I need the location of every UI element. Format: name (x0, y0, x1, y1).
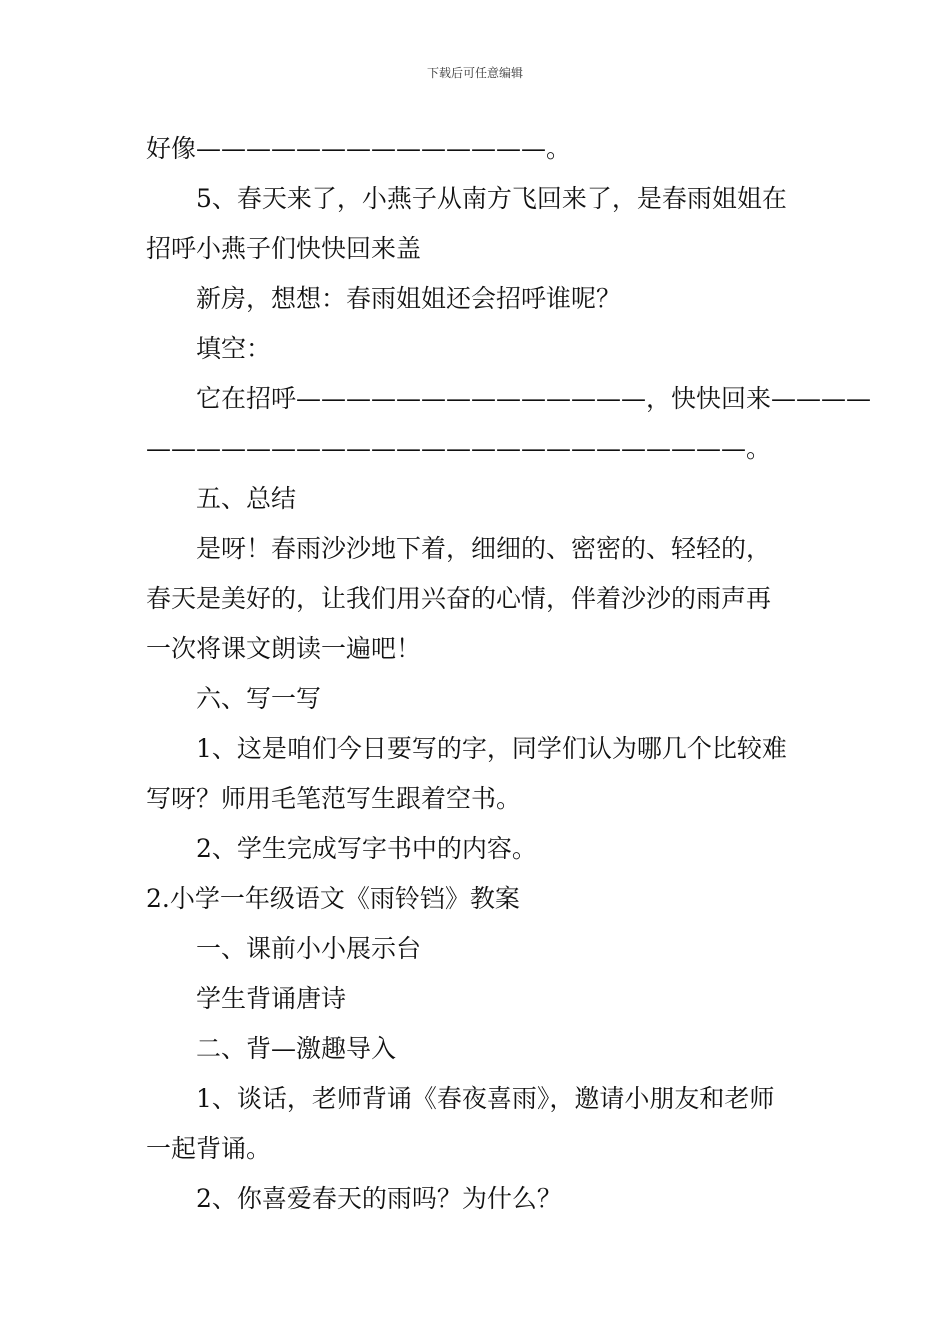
section-heading: 二、背—激趣导入 (196, 1034, 397, 1063)
text-line: 学生背诵唐诗 (196, 984, 347, 1013)
text-line: 是呀！春雨沙沙地下着，细细的、密密的、轻轻的， (196, 534, 772, 563)
text-line: ————————————————————————。 (146, 434, 772, 463)
document-body (146, 124, 872, 1224)
lesson-title: 2.小学一年级语文《雨铃铛》教案 (146, 884, 520, 913)
text-line: 一次将课文朗读一遍吧！ (146, 634, 422, 663)
text-line: 5、春天来了，小燕子从南方飞回来了，是春雨姐姐在 (196, 184, 787, 213)
text-line: 1、谈话，老师背诵《春夜喜雨》，邀请小朋友和老师 (196, 1084, 775, 1113)
section-heading: 一、课前小小展示台 (196, 934, 422, 963)
text-line: 1、这是咱们今日要写的字，同学们认为哪几个比较难 (196, 734, 787, 763)
section-heading: 六、写一写 (196, 684, 322, 713)
text-line: 新房，想想：春雨姐姐还会招呼谁呢？ (196, 284, 622, 313)
text-line: 它在招呼——————————————，快快回来———— (196, 384, 872, 413)
text-line: 2、学生完成写字书中的内容。 (196, 834, 537, 863)
text-line: 招呼小燕子们快快回来盖 (146, 234, 422, 263)
text-line: 填空： (196, 334, 272, 363)
text-line: 春天是美好的，让我们用兴奋的心情，伴着沙沙的雨声再 (146, 584, 772, 613)
text-line: 好像——————————————。 (146, 134, 572, 163)
text-line: 写呀？师用毛笔范写生跟着空书。 (146, 784, 522, 813)
text-line: 2、你喜爱春天的雨吗？为什么？ (196, 1184, 562, 1213)
page-header: 下载后可任意编辑 (426, 66, 523, 80)
section-heading: 五、总结 (196, 484, 297, 513)
text-line: 一起背诵。 (146, 1134, 272, 1163)
